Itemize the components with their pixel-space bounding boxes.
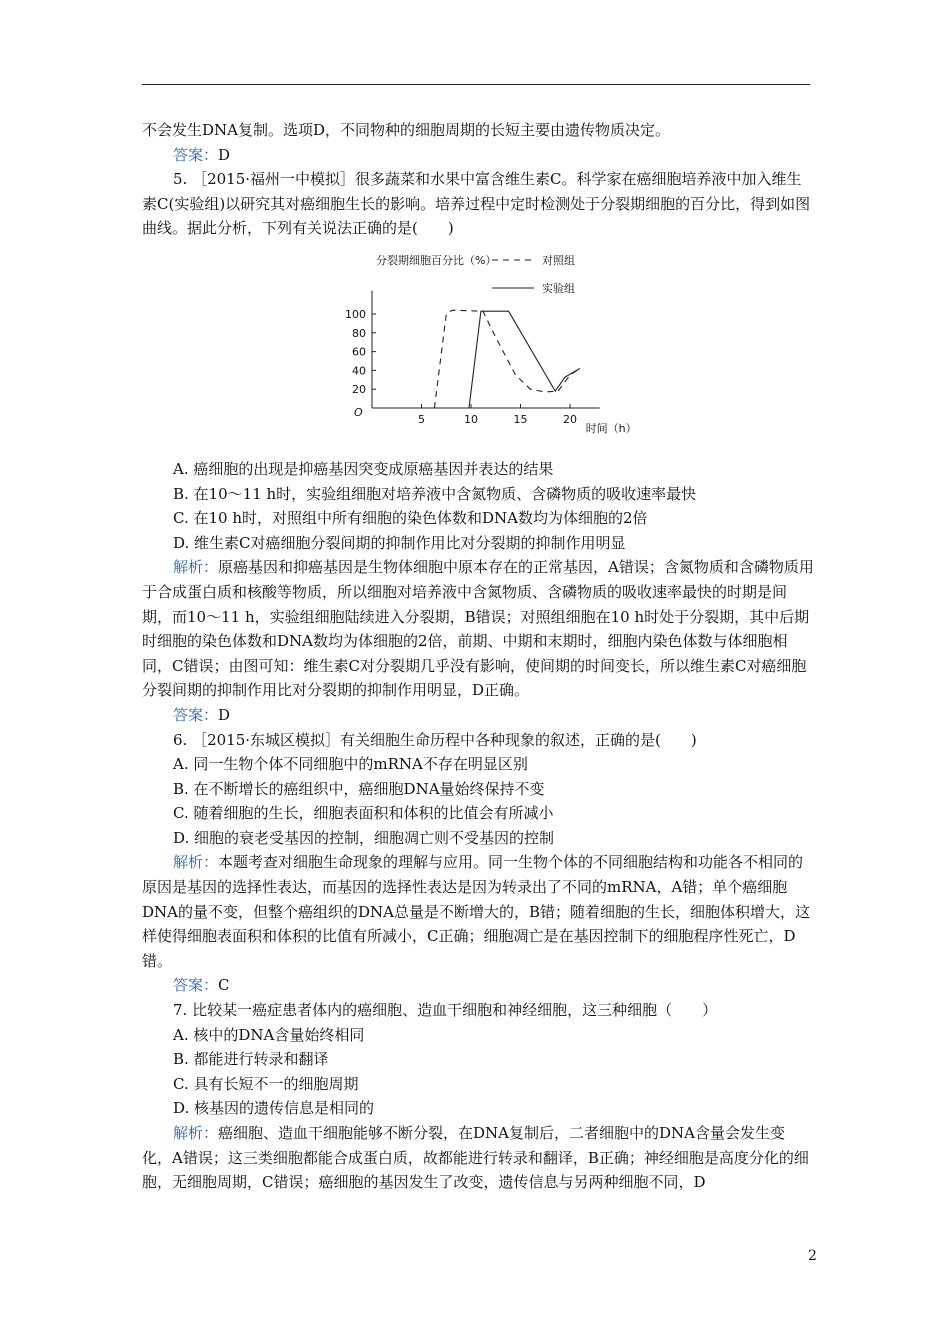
y-tick-label: 40 [352, 364, 366, 378]
legend-label-control: 对照组 [542, 253, 575, 267]
answer-4 [142, 143, 814, 168]
answer-value: D [218, 705, 231, 724]
analysis-text: 原癌基因和抑癌基因是生物体细胞中原本存在的正常基因，A错误；含氮物质和含磷物质用于合成蛋白质和核酸等物质，所以细胞对培养液中含氮物质、含磷物质的吸收速率最快的时期是间期，而10～11 h，实验组细胞陆续进入分裂期，B错误；对照组细胞在10 h时处于分裂期，其中后期时细胞的染色体数和DNA数均为体细胞的2倍，前期、中期和末期时，细胞内染色体数与体细胞相同，C错误；由图可知：维生素C对分裂期几乎没有影响，使间期的时间变长，所以维生素C对癌细胞分裂间期的抑制作用比对分裂期的抑制作用明显，D正确。 [142, 558, 814, 700]
q6-option-c: C. 随着细胞的生长，细胞表面积和体积的比值会有所减小 [173, 804, 554, 823]
answer-value: C [218, 976, 230, 995]
answer-label: 答案： [173, 145, 219, 164]
legend-label-experiment: 实验组 [542, 281, 575, 295]
x-tick-label: 20 [563, 412, 577, 426]
origin-label: O [354, 405, 363, 419]
q5-analysis [142, 555, 814, 703]
x-tick-label: 15 [513, 412, 528, 426]
line-chart [322, 250, 637, 446]
y-tick-label: 100 [345, 307, 366, 321]
q5-answer [142, 703, 814, 728]
answer-label: 答案： [173, 976, 219, 995]
q7-option-b: B. 都能进行转录和翻译 [173, 1050, 329, 1069]
document-body [142, 118, 814, 1195]
answer-label: 答案： [173, 705, 219, 724]
q5-option-b: B. 在10～11 h时，实验组细胞对培养液中含氮物质、含磷物质的吸收速率最快 [173, 484, 697, 503]
y-axis-label: 分裂期细胞百分比（%） [376, 253, 497, 267]
analysis-label: 解析： [173, 558, 219, 577]
q7-option-a: A. 核中的DNA含量始终相同 [173, 1025, 365, 1044]
series-experiment-line [469, 311, 580, 408]
question-7-stem: 7. 比较某一癌症患者体内的癌细胞、造血干细胞和神经细胞，这三种细胞（ ） [173, 1001, 718, 1020]
q6-option-a: A. 同一生物个体不同细胞中的mRNA不存在明显区别 [173, 755, 528, 774]
page-number: 2 [808, 1248, 817, 1264]
continued-text: 不会发生DNA复制。选项D，不同物种的细胞周期的长短主要由遗传物质决定。 [142, 121, 671, 139]
y-tick-label: 80 [352, 326, 366, 340]
header-rule [142, 84, 810, 85]
analysis-label: 解析： [173, 1124, 219, 1142]
q5-option-d: D. 维生素C对癌细胞分裂间期的抑制作用比对分裂期的抑制作用明显 [173, 533, 626, 552]
q7-option-d: D. 核基因的遗传信息是相同的 [173, 1099, 375, 1118]
q5-option-c: C. 在10 h时，对照组中所有细胞的染色体数和DNA数均为体细胞的2倍 [173, 509, 648, 528]
q6-option-b: B. 在不断增长的癌组织中，癌细胞DNA量始终保持不变 [173, 779, 545, 798]
y-tick-label: 20 [352, 383, 366, 397]
q5-option-a: A. 癌细胞的出现是抑癌基因突变成原癌基因并表达的结果 [173, 459, 554, 478]
q6-option-d: D. 细胞的衰老受基因的控制，细胞凋亡则不受基因的控制 [173, 828, 555, 847]
question-6-stem: 6. ［2015·东城区模拟］有关细胞生命历程中各种现象的叙述，正确的是( ) [173, 730, 697, 749]
x-axis-label: 时间（h） [585, 421, 637, 435]
q6-analysis [142, 850, 814, 973]
analysis-text: 癌细胞、造血干细胞能够不断分裂，在DNA复制后，二者细胞中的DNA含量会发生变化，A错误；这三类细胞都能合成蛋白质，故都能进行转录和翻译，B正确；神经细胞是高度分化的细胞，无细胞周期，C错误；癌细胞的基因发生了改变，遗传信息与另两种细胞不同，D [142, 1124, 809, 1192]
answer-value: D [218, 145, 231, 164]
q7-option-c: C. 具有长短不一的细胞周期 [173, 1074, 359, 1093]
x-tick-label: 5 [418, 412, 425, 426]
analysis-label: 解析： [173, 853, 219, 872]
y-tick-label: 60 [352, 345, 366, 359]
question-5-stem: 5. ［2015·福州一中模拟］很多蔬菜和水果中富含维生素C。科学家在癌细胞培养液中加入维生素C(实验组)以研究其对癌细胞生长的影响。培养过程中定时检测处于分裂期细胞的百分比，得到如图曲线。据此分析，下列有关说法正确的是( ) [142, 170, 811, 238]
x-tick-label: 10 [464, 412, 478, 426]
analysis-text: 本题考查对细胞生命现象的理解与应用。同一生物个体的不同细胞结构和功能各不相同的原因是基因的选择性表达，而基因的选择性表达是因为转录出了不同的mRNA，A错；单个癌细胞DNA的量不变，但整个癌组织的DNA总量是不断增大的，B错；随着细胞的生长，细胞体积增大，这样使得细胞表面积和体积的比值有所减小，C正确；细胞凋亡是在基因控制下的细胞程序性死亡，D错。 [142, 853, 810, 970]
series-control-line [434, 310, 580, 408]
q7-analysis [142, 1121, 814, 1195]
chart-figure [142, 250, 814, 446]
q6-answer [142, 973, 814, 998]
